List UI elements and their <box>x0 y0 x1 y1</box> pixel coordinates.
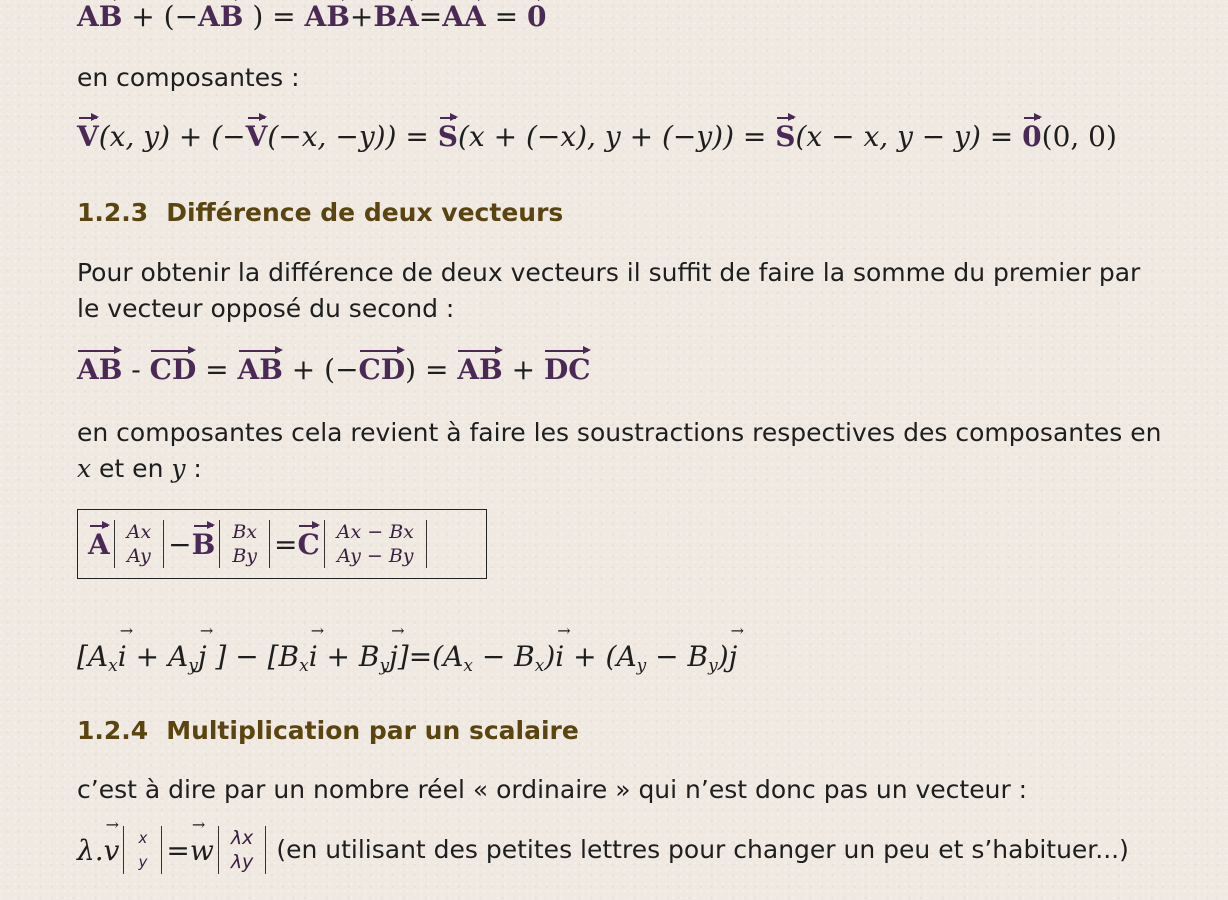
vector-zero: 0 <box>526 0 547 33</box>
component-lambda-x: λx <box>230 827 254 849</box>
section-number: 1.2.3 <box>77 198 149 227</box>
eq-text: = <box>418 0 443 33</box>
vector-v: V <box>245 120 268 153</box>
subscript: y <box>708 656 718 676</box>
vector-w-small: w → <box>190 834 214 867</box>
unit-vector-i: i → <box>309 640 318 673</box>
eq-text: + (A <box>564 640 637 673</box>
vector-aa: AA <box>442 0 486 33</box>
vector-s: S <box>775 120 796 153</box>
eq-text: ) = <box>243 0 305 33</box>
subscript: x <box>534 656 545 676</box>
section-title: Multiplication par un scalaire <box>166 716 579 745</box>
section-heading-1-2-4 <box>77 716 579 745</box>
eq-text: ) <box>717 640 729 673</box>
paragraph-components: en composantes : <box>77 63 300 92</box>
eq-text: + (− <box>282 353 359 386</box>
paragraph-subtraction-line1: en composantes cela revient à faire les soustractions respectives des composantes en <box>77 418 1162 447</box>
component-ax: Ax <box>126 521 152 543</box>
math-x: x <box>77 454 92 483</box>
column-vector-w <box>218 826 267 874</box>
unit-vector-j: j → <box>729 640 738 673</box>
eq-text: = <box>485 0 527 33</box>
unit-vector-j: j → <box>389 640 398 673</box>
text: et en <box>91 454 172 483</box>
eq-text: ]=(A <box>397 640 464 673</box>
vector-b: B <box>191 527 216 561</box>
vector-v-small: v → <box>104 834 120 867</box>
component-lambda-y: λy <box>230 851 254 873</box>
vector-cd: CD <box>358 353 406 386</box>
column-vector-c <box>324 520 427 568</box>
equation-components-sum <box>77 120 1117 153</box>
component-ay: Ay <box>127 545 151 567</box>
lambda: λ. <box>77 833 104 867</box>
eq-text: ] − [B <box>206 640 300 673</box>
equation-scalar-multiplication <box>77 826 1129 874</box>
eq-text: + <box>349 0 374 33</box>
unit-vector-i: i → <box>555 640 564 673</box>
eq-text: − B <box>646 640 709 673</box>
paragraph-difference-line2: le vecteur opposé du second : <box>77 294 455 323</box>
equation-difference <box>77 353 591 386</box>
note-text: (en utilisant des petites lettres pour changer un peu et s’habituer...) <box>276 835 1129 864</box>
subscript: x <box>299 656 309 676</box>
component-x: x <box>138 829 148 847</box>
vector-ab: AB <box>77 353 123 386</box>
vector-ab: AB <box>304 0 350 33</box>
eq-text: + (− <box>122 0 199 33</box>
equation-unit-vectors <box>77 640 737 676</box>
section-heading-1-2-3 <box>77 198 563 227</box>
boxed-vector-subtraction <box>77 509 487 579</box>
component-bx: Bx <box>232 521 257 543</box>
vector-cd: CD <box>149 353 197 386</box>
subscript: x <box>108 656 118 676</box>
eq-text: (−x, −y)) = <box>267 120 438 153</box>
equals-sign: = <box>166 833 190 867</box>
vector-a: A <box>88 527 110 561</box>
subscript: y <box>379 656 390 676</box>
vector-s: S <box>437 120 458 153</box>
component-cx: Ax − Bx <box>336 521 414 543</box>
component-y: y <box>138 853 148 871</box>
vector-ab: AB <box>77 0 123 33</box>
eq-text: = <box>196 353 238 386</box>
paragraph-scalar: c’est à dire par un nombre réel « ordinaire » qui n’est donc pas un vecteur : <box>77 775 1028 804</box>
eq-text: + A <box>126 640 189 673</box>
unit-vector-i: i → <box>118 640 127 673</box>
vector-c: C <box>297 527 320 561</box>
component-cy: Ay − By <box>337 545 414 567</box>
vector-ab: AB <box>198 0 244 33</box>
eq-text: - <box>122 353 150 386</box>
eq-text: (0, 0) <box>1041 120 1117 153</box>
eq-text: [A <box>77 640 109 673</box>
section-number: 1.2.4 <box>77 716 149 745</box>
equation-opposite-vector <box>77 0 546 33</box>
eq-text: − B <box>472 640 535 673</box>
eq-text: ) <box>544 640 556 673</box>
unit-vector-j: j → <box>198 640 207 673</box>
vector-dc: DC <box>543 353 591 386</box>
subscript: x <box>463 656 473 676</box>
vector-ba: BA <box>373 0 419 33</box>
component-by: By <box>232 545 258 567</box>
eq-text: (x − x, y − y) = <box>795 120 1023 153</box>
math-y: y <box>171 454 186 483</box>
vector-ab: AB <box>457 353 503 386</box>
paragraph-subtraction-line2 <box>77 451 202 487</box>
minus-sign: − <box>168 527 192 561</box>
section-title: Différence de deux vecteurs <box>166 198 564 227</box>
eq-text: + <box>502 353 544 386</box>
eq-text: (x + (−x), y + (−y)) = <box>457 120 776 153</box>
vector-zero: 0 <box>1022 120 1042 153</box>
eq-text: + B <box>317 640 380 673</box>
eq-text: ) = <box>405 353 458 386</box>
equals-sign: = <box>274 527 298 561</box>
subscript: y <box>636 656 647 676</box>
subscript: y <box>188 656 198 676</box>
column-vector-b <box>219 520 270 568</box>
vector-v: V <box>77 120 99 153</box>
eq-text: (x, y) + (− <box>98 120 246 153</box>
paragraph-difference-line1: Pour obtenir la différence de deux vecteurs il suffit de faire la somme du premier par <box>77 258 1141 287</box>
vector-ab: AB <box>237 353 283 386</box>
column-vector-a <box>114 520 164 568</box>
column-vector-v <box>123 826 162 874</box>
text: : <box>185 454 202 483</box>
